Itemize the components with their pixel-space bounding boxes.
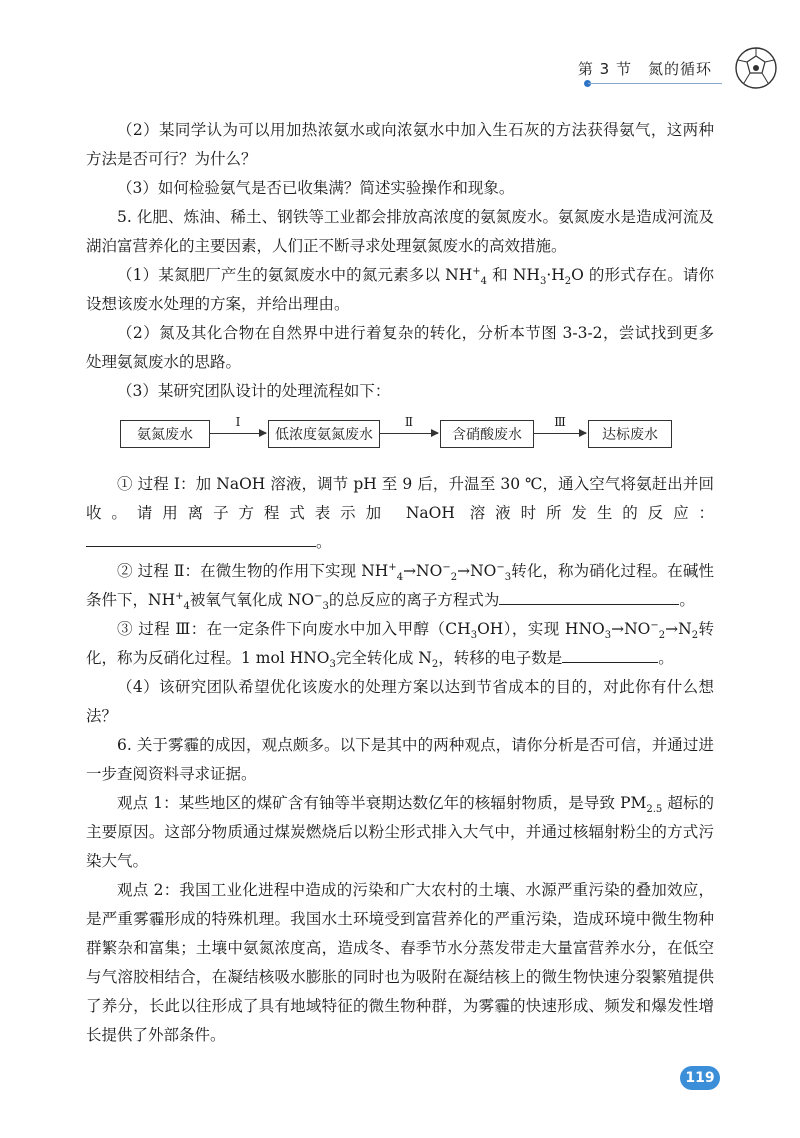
- fullerene-molecule-icon: [734, 46, 778, 90]
- answer-blank-1[interactable]: [86, 532, 316, 547]
- step-1-text: ① 过程 Ⅰ：加 NaOH 溶液，调节 pH 至 9 后，升温至 30 ℃，通入空气将氨赶出并回收。请用离子方程式表示加 NaOH 溶液时所发生的反应：。: [86, 475, 714, 551]
- page-number: 119: [680, 1066, 720, 1090]
- section-title: 第 3 节 氮的循环: [577, 60, 712, 78]
- question-4-3: （3）如何检验氨气是否已收集满？简述实验操作和现象。: [117, 179, 515, 197]
- flow-step-1-label: Ⅰ: [235, 415, 241, 429]
- viewpoint-2: 观点 2：我国工业化进程中造成的污染和广大农村的土壤、水源严重污染的叠加效应，是严重雾霾形成的特殊机理。我国水土环境受到富营养化的严重污染，造成环境中微生物种群繁杂和富集；土壤中氨氮浓度高，造成冬、春季节水分蒸发带走大量富营养水分，在低空与气溶胶相结合，在凝结核吸水膨胀的同时也为吸附在凝结核上的微生物快速分裂繁殖提供了养分，长此以往形成了具有地域特征的微生物种群，为雾霾的快速形成、频发和爆发性增长提供了外部条件。: [86, 881, 714, 1044]
- viewpoint-1: 观点 1：某些地区的煤矿含有铀等半衰期达数亿年的核辐射物质，是导致 $PM_{2.5}$ 超标的主要原因。这部分物质通过煤炭燃烧后以粉尘形式排入大气中，并通过核辐射粉尘的方式污染大气。: [86, 794, 714, 870]
- question-6: 6. 关于雾霾的成因，观点颇多。以下是其中的两种观点，请你分析是否可信，并通过进一步查阅资料寻求证据。: [86, 736, 714, 783]
- flow-step-2-label: Ⅱ: [404, 415, 414, 429]
- header-rule: [588, 83, 722, 84]
- flow-box-low-concentration: 低浓度氨氮废水: [268, 420, 380, 448]
- question-4-2: （2）某同学认为可以用加热浓氨水或向浓氨水中加入生石灰的方法获得氨气，这两种方法是否可行？为什么？: [86, 121, 714, 168]
- step-3-text: ③ 过程 Ⅲ：在一定条件下向废水中加入甲醇$(CH_3OH)$，实现 $HNO_3\to NO^-_2\to N_2$转化，称为反硝化过程。1 mol $HNO_3$完全转化成 $N_2$，转移的电子数是 。: [86, 619, 714, 671]
- question-5: 5. 化肥、炼油、稀土、钢铁等工业都会排放高浓度的氨氮废水。氨氮废水是造成河流及湖泊富营养化的主要因素，人们正不断寻求处理氨氮废水的高效措施。: [86, 208, 714, 255]
- flow-step-3-label: Ⅲ: [554, 415, 566, 429]
- step-2-text: ② 过程 Ⅱ：在微生物的作用下实现 $NH^+_4\to NO^-_2\to NO^-_3$转化，称为硝化过程。在碱性条件下，$NH^+_4$被氧气氧化成 $NO^-_3$的总反应的离子方程式为 。: [86, 561, 714, 613]
- flow-box-compliant-wastewater: 达标废水: [588, 420, 672, 448]
- page-header: [0, 0, 800, 92]
- answer-blank-3[interactable]: [562, 648, 658, 663]
- answer-blank-2[interactable]: [499, 590, 679, 605]
- question-5-1: （1）某氮肥厂产生的氨氮废水中的氮元素多以 $NH^+_4$ 和 $NH_3\cdot H_2O$ 的形式存在。请你设想该废水处理的方案，并给出理由。: [86, 265, 715, 313]
- question-5-3: （3）某研究团队设计的处理流程如下：: [117, 382, 391, 400]
- question-5-2: （2）氮及其化合物在自然界中进行着复杂的转化，分析本节图 3-3-2，尝试找到更多处理氨氮废水的思路。: [86, 324, 714, 371]
- process-flowchart: [86, 414, 714, 460]
- question-5-4: （4）该研究团队希望优化该废水的处理方案以达到节省成本的目的，对此你有什么想法？: [86, 678, 714, 725]
- flow-box-ammonia-wastewater: 氨氮废水: [120, 420, 210, 448]
- flow-box-nitric-acid: 含硝酸废水: [440, 420, 534, 448]
- page-content: [86, 116, 714, 1050]
